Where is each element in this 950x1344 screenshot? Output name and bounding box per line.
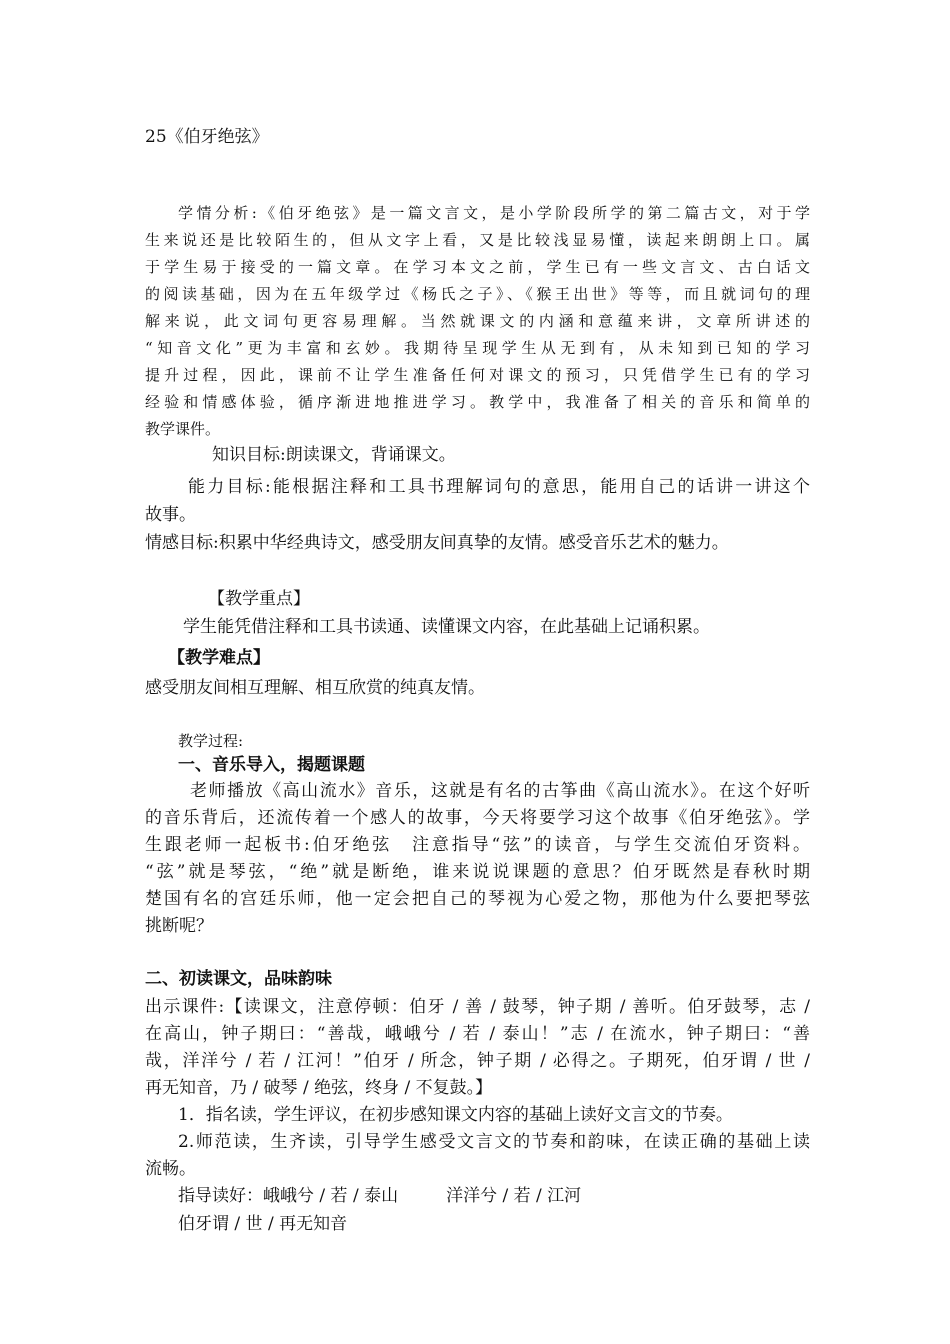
analysis-line: 教学课件。	[145, 420, 221, 438]
guide-row	[178, 1183, 843, 1210]
section1-line: 生跟老师一起板书:伯牙绝弦 注意指导“弦”的读音，与学生交流伯牙资料。	[145, 835, 810, 855]
section2-heading: 二、初读课文，品味韵味	[145, 969, 332, 989]
analysis-line: 提升过程，因此，课前不让学生准备任何对课文的预习，只凭借学生已有的学习	[145, 366, 810, 384]
section1-line: 挑断呢？	[145, 916, 213, 936]
analysis-line: 生来说还是比较陌生的，但从文字上看，又是比较浅显易懂，读起来朗朗上口。属	[145, 231, 810, 249]
guide-phrase-c: 伯牙谓 / 世 / 再无知音	[178, 1214, 348, 1234]
analysis-line: 于学生易于接受的一篇文章。在学习本文之前，学生已有一些文言文、古白话文	[145, 258, 810, 276]
courseware-line: 在高山，钟子期曰：“善哉，峨峨兮 / 若 / 泰山！”志 / 在流水，钟子期曰：“善	[145, 1024, 810, 1044]
key-points-text: 学生能凭借注释和工具书读通、读懂课文内容，在此基础上记诵积累。	[183, 617, 710, 637]
guide-phrase-a: 峨峨兮 / 若 / 泰山	[263, 1186, 399, 1206]
section1-heading: 一、音乐导入，揭题课题	[178, 755, 365, 775]
courseware-line: 哉，洋洋兮 / 若 / 江河！”伯牙 / 所念，钟子期 / 必得之。子期死，伯牙谓 / 世 /	[145, 1051, 810, 1071]
analysis-line: 经验和情感体验，循序渐进地推进学习。教学中，我准备了相关的音乐和简单的	[145, 393, 810, 411]
section1-line: “弦”就是琴弦，“绝”就是断绝，谁来说说课题的意思？伯牙既然是春秋时期	[145, 862, 810, 882]
courseware-line: 再无知音，乃 / 破琴 / 绝弦，终身 / 不复鼓。】	[145, 1078, 493, 1098]
lesson-title: 25《伯牙绝弦》	[145, 127, 269, 147]
ability-goal: 能力目标:能根据注释和工具书理解词句的意思，能用自己的话讲一讲这个	[188, 477, 810, 497]
section1-line: 的音乐背后，还流传着一个感人的故事，今天将要学习这个故事《伯牙绝弦》。学	[145, 808, 810, 828]
step-1: 1．指名读，学生评议，在初步感知课文内容的基础上读好文言文的节奏。	[178, 1105, 733, 1125]
guide-label: 指导读好：	[178, 1186, 263, 1206]
emotion-goal: 情感目标:积累中华经典诗文，感受朋友间真挚的友情。感受音乐艺术的魅力。	[145, 533, 729, 553]
analysis-line: “知音文化”更为丰富和玄妙。我期待呈现学生从无到有，从未知到已知的学习	[145, 339, 810, 357]
courseware-line: 出示课件:【读课文，注意停顿：伯牙 / 善 / 鼓琴，钟子期 / 善听。伯牙鼓琴，志 /	[145, 997, 810, 1017]
guide-phrase-b: 洋洋兮 / 若 / 江河	[446, 1186, 582, 1206]
analysis-line: 学情分析:《伯牙绝弦》是一篇文言文，是小学阶段所学的第二篇古文，对于学	[178, 204, 810, 222]
key-points-heading: 【教学重点】	[208, 589, 310, 609]
difficulty-text: 感受朋友间相互理解、相互欣赏的纯真友情。	[145, 678, 485, 698]
knowledge-goal: 知识目标:朗读课文，背诵课文。	[212, 445, 456, 465]
section1-line: 老师播放《高山流水》音乐，这就是有名的古筝曲《高山流水》。在这个好听	[190, 781, 810, 801]
ability-goal-cont: 故事。	[145, 505, 196, 525]
analysis-line: 的阅读基础，因为在五年级学过《杨氏之子》、《猴王出世》等等，而且就词句的理	[145, 285, 810, 303]
step-2-cont: 流畅。	[145, 1159, 196, 1179]
process-label: 教学过程:	[178, 732, 244, 750]
section1-line: 楚国有名的宫廷乐师，他一定会把自己的琴视为心爱之物，那他为什么要把琴弦	[145, 889, 810, 909]
step-2: 2.师范读，生齐读，引导学生感受文言文的节奏和韵味，在读正确的基础上读	[178, 1132, 810, 1152]
difficulty-heading: 【教学难点】	[168, 648, 270, 668]
analysis-line: 解来说，此文词句更容易理解。当然就课文的内涵和意蕴来讲，文章所讲述的	[145, 312, 810, 330]
